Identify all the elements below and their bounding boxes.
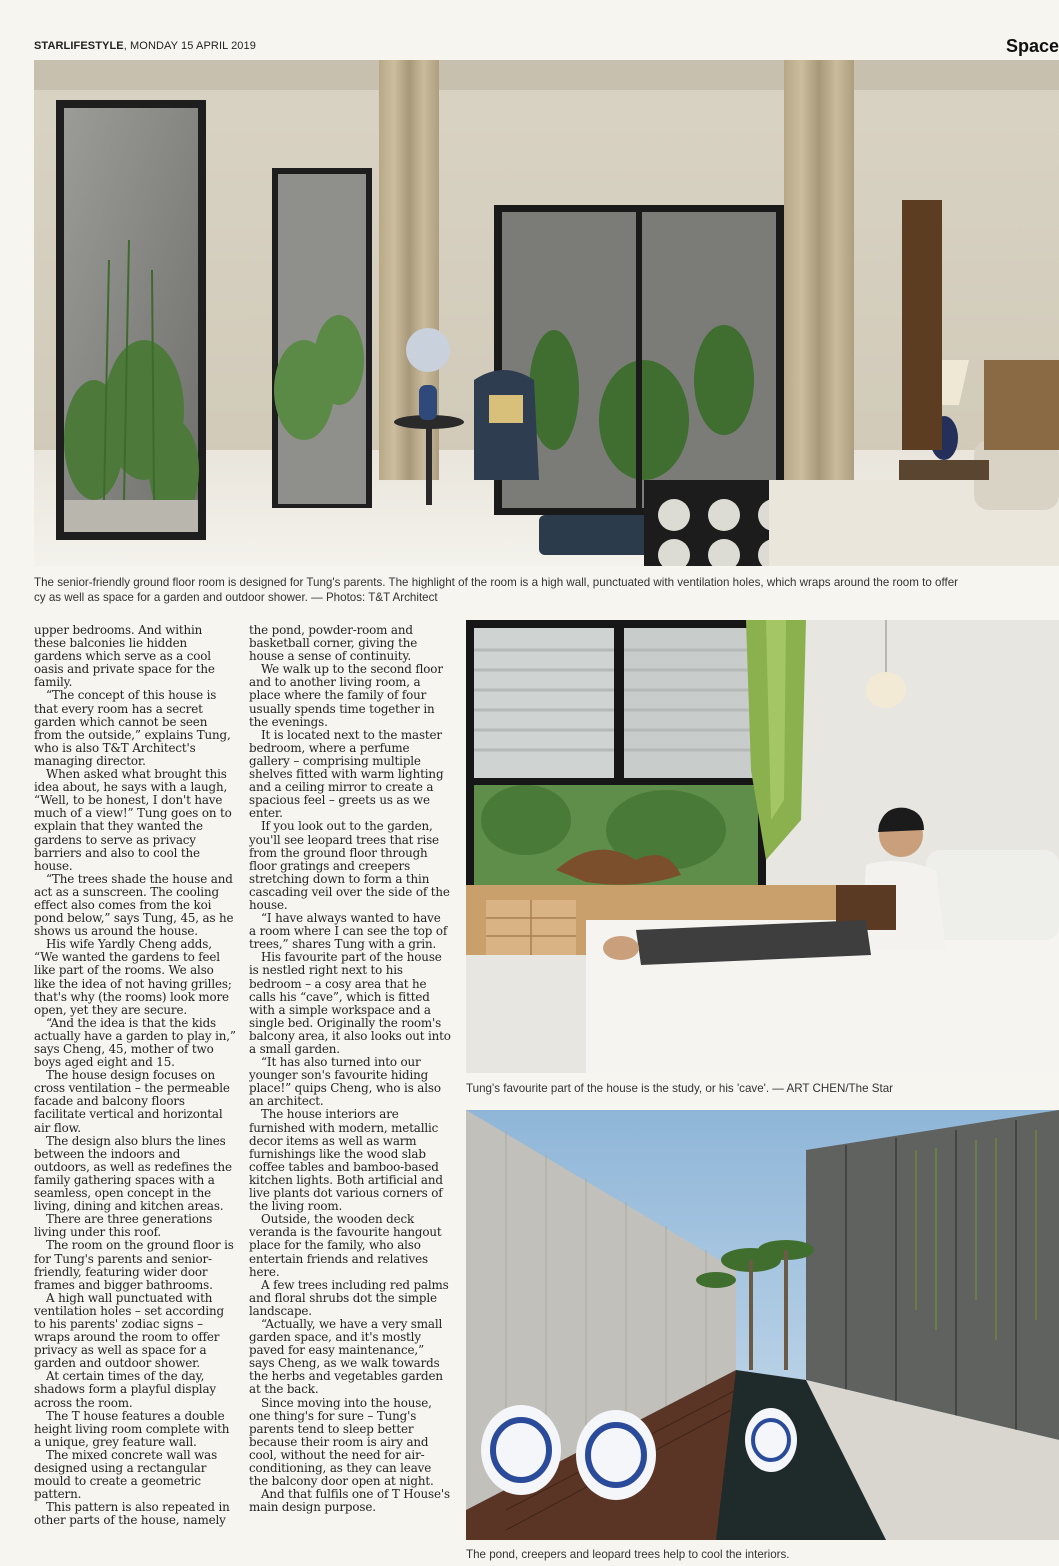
article-paragraph: We walk up to the second floor and to another living room, a place where the family of four usually spends time together in the evenings. [249, 662, 443, 729]
article-paragraph: If you look out to the garden, you'll see leopard trees that rise from the ground floor through floor gratings and creepers stretching down to form a thin cascading veil over the side of the house. [249, 819, 450, 912]
article-paragraph: upper bedrooms. And within these balconies lie hidden gardens which serve as a cool oasis and private space for the family. [34, 623, 215, 690]
caption-bedroom-line1: The senior-friendly ground floor room is designed for Tung's parents. The highlight of the room is a high wall, punctuated with ventilation holes, which wraps around the room to offer [34, 576, 959, 589]
masthead [34, 40, 256, 52]
article-paragraph: A few trees including red palms and floral shrubs dot the simple landscape. [249, 1277, 449, 1318]
masthead-date: , MONDAY 15 APRIL 2019 [123, 40, 256, 52]
photo-bedroom [34, 60, 1059, 566]
article-paragraph: The mixed concrete wall was designed using a rectangular mould to create a geometric pattern. [34, 1447, 218, 1502]
article-paragraph: The house interiors are furnished with modern, metallic decor items as well as warm furnishings like the wood slab coffee tables and bamboo-based kitchen lights. Both artificial and live plants dot various corners of the living room. [249, 1107, 443, 1214]
article-paragraph: The T house features a double height living room complete with a unique, grey feature wall. [34, 1408, 230, 1449]
bedroom-illustration [34, 60, 1059, 566]
article-paragraph: The room on the ground floor is for Tung's parents and senior-friendly, featuring wider door frames and bigger bathrooms. [34, 1238, 234, 1292]
masthead-brand: STARLIFESTYLE [34, 40, 124, 52]
article-paragraph: There are three generations living under this roof. [34, 1212, 213, 1240]
article-paragraph: “It has also turned into our younger son's favourite hiding place!” quips Cheng, who is also an architect. [249, 1055, 441, 1109]
article-paragraph: Since moving into the house, one thing's for sure – Tung's parents tend to sleep better because their room is airy and cool, without the need for air-conditioning, as they can leave the balcony door open at night. [249, 1395, 434, 1489]
article-paragraph: A high wall punctuated with ventilation holes – set according to his parents' zodiac signs – wraps around the room to offer privacy as well as space for a garden and outdoor shower. [34, 1290, 225, 1371]
caption-study: Tung's favourite part of the house is the study, or his 'cave'. — ART CHEN/The Star [466, 1082, 894, 1095]
caption-pond: The pond, creepers and leopard trees help to cool the interiors. [466, 1548, 790, 1561]
article-paragraph: Outside, the wooden deck veranda is the favourite hangout place for the family, who also entertain friends and relatives here. [249, 1212, 442, 1279]
article-paragraph: the pond, powder-room and basketball corner, giving the house a sense of continuity. [249, 623, 418, 664]
article-paragraph: “Actually, we have a very small garden space, and it's mostly paved for easy maintenance,” says Cheng, as we walk towards the herbs and vegetables garden at the back. [249, 1316, 443, 1397]
article-paragraph: This pattern is also repeated in other parts of the house, namely [34, 1500, 230, 1528]
section-name: Space [1005, 36, 1059, 56]
article-paragraph: “I have always wanted to have a room where I can see the top of trees,” shares Tung with a grin. [249, 911, 448, 952]
photo-study [466, 620, 1059, 1073]
study-illustration [466, 620, 1059, 1073]
article-paragraph: His favourite part of the house is nestled right next to his bedroom – a cosy area that he calls his “cave”, which is fitted with a simple workspace and a single bed. Originally the room's balcony area, it also looks out into a small garden. [249, 950, 451, 1056]
article-paragraph: At certain times of the day, shadows form a playful display across the room. [34, 1369, 216, 1410]
article-paragraph: The house design focuses on cross ventilation – the permeable facade and balcony floors facilitate vertical and horizontal air flow. [34, 1068, 230, 1135]
article-column-2 [249, 624, 451, 1514]
caption-bedroom [34, 576, 1059, 605]
caption-bedroom-line2: cy as well as space for a garden and outdoor shower. — Photos: T&T Architect [34, 590, 438, 604]
article-column-1 [34, 624, 236, 1527]
article-paragraph: “The concept of this house is that every room has a secret garden which cannot be seen from the outside,” explains Tung, who is also T&T Architect's managing director. [34, 688, 231, 768]
article-paragraph: “And the idea is that the kids actually have a garden to play in,” says Cheng, 45, mother of two boys aged eight and 15. [34, 1015, 236, 1070]
article-paragraph: And that fulfils one of T House's main design purpose. [249, 1487, 450, 1515]
article-paragraph: “The trees shade the house and act as a sunscreen. The cooling effect also comes from the koi pond below,” says Tung, 45, as he shows us around the house. [34, 871, 234, 939]
page-header [34, 36, 1059, 58]
article-paragraph: It is located next to the master bedroom, where a perfume gallery – comprising multiple shelves fitted with warm lighting and a ceiling mirror to create a spacious feel – greets us as we enter. [249, 727, 444, 821]
photo-pond [466, 1110, 1059, 1540]
article-paragraph: When asked what brought this idea about, he says with a laugh, “Well, to be honest, I don't have much of a view!” Tung goes on to explain that they wanted the gardens to serve as privacy barriers and also to cool the house. [34, 767, 232, 873]
article-paragraph: His wife Yardly Cheng adds, “We wanted the gardens to feel like part of the rooms. We also like the idea of not having grilles; that's why (the rooms) look more open, yet they are secure. [34, 937, 232, 1017]
pond-illustration [466, 1110, 1059, 1540]
article-paragraph: The design also blurs the lines between the indoors and outdoors, as well as redefines the family gathering spaces with a seamless, open concept in the living, dining and kitchen areas. [34, 1133, 232, 1214]
